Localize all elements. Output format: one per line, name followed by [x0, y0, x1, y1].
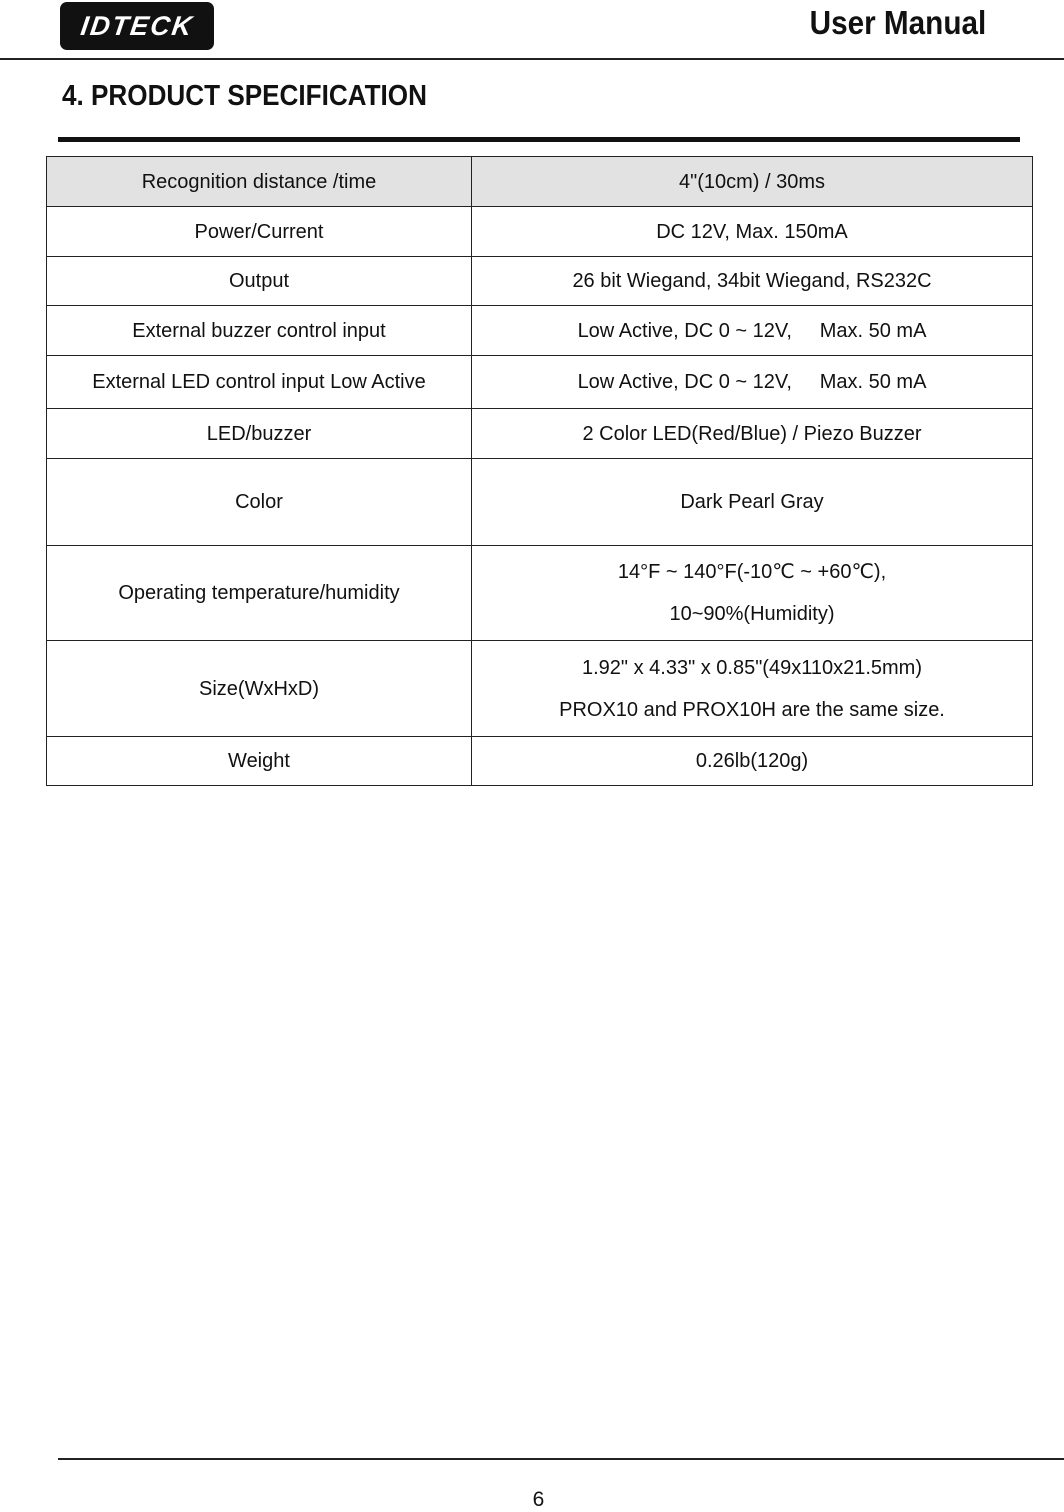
specification-table	[46, 156, 1033, 786]
spec-label: External LED control input Low Active	[47, 356, 472, 409]
spec-value: DC 12V, Max. 150mA	[472, 207, 1033, 257]
spec-label: External buzzer control input	[47, 306, 472, 356]
table-row	[47, 356, 1033, 409]
table-row	[47, 459, 1033, 546]
section-divider	[58, 137, 1020, 142]
table-row	[47, 409, 1033, 459]
table-row	[47, 207, 1033, 257]
spec-value-line: PROX10 and PROX10H are the same size.	[559, 698, 945, 721]
spec-value: Dark Pearl Gray	[472, 459, 1033, 546]
spec-value: Low Active, DC 0 ~ 12V, Max. 50 mA	[472, 356, 1033, 409]
spec-value: 4"(10cm) / 30ms	[472, 157, 1033, 207]
spec-value-line: 1.92" x 4.33" x 0.85"(49x110x21.5mm)	[582, 656, 922, 679]
table-row	[47, 257, 1033, 306]
spec-label: Weight	[47, 737, 472, 786]
spec-label: Power/Current	[47, 207, 472, 257]
spec-label: Color	[47, 459, 472, 546]
table-row	[47, 306, 1033, 356]
header-divider	[0, 58, 1064, 60]
spec-label: Size(WxHxD)	[47, 641, 472, 737]
spec-value-line: 10~90%(Humidity)	[669, 603, 835, 625]
footer-divider	[58, 1458, 1064, 1460]
spec-value: 0.26lb(120g)	[472, 737, 1033, 786]
spec-value: 26 bit Wiegand, 34bit Wiegand, RS232C	[472, 257, 1033, 306]
spec-label: Output	[47, 257, 472, 306]
spec-value-multiline	[472, 641, 1033, 737]
spec-value: Low Active, DC 0 ~ 12V, Max. 50 mA	[472, 306, 1033, 356]
table-row	[47, 737, 1033, 786]
page-header-title: User Manual	[809, 4, 986, 41]
spec-value: 2 Color LED(Red/Blue) / Piezo Buzzer	[472, 409, 1033, 459]
table-row	[47, 641, 1033, 737]
spec-label: LED/buzzer	[47, 409, 472, 459]
table-row	[47, 157, 1033, 207]
page-number: 6	[532, 1488, 545, 1511]
company-logo	[60, 2, 214, 50]
spec-label: Operating temperature/humidity	[47, 546, 472, 641]
spec-value-multiline	[472, 546, 1033, 641]
table-row	[47, 546, 1033, 641]
logo-text: IDTECK	[78, 10, 196, 41]
spec-label: Recognition distance /time	[47, 157, 472, 207]
spec-value-line: 14°F ~ 140°F(-10℃ ~ +60℃),	[617, 561, 887, 583]
section-title: 4. PRODUCT SPECIFICATION	[62, 80, 427, 112]
